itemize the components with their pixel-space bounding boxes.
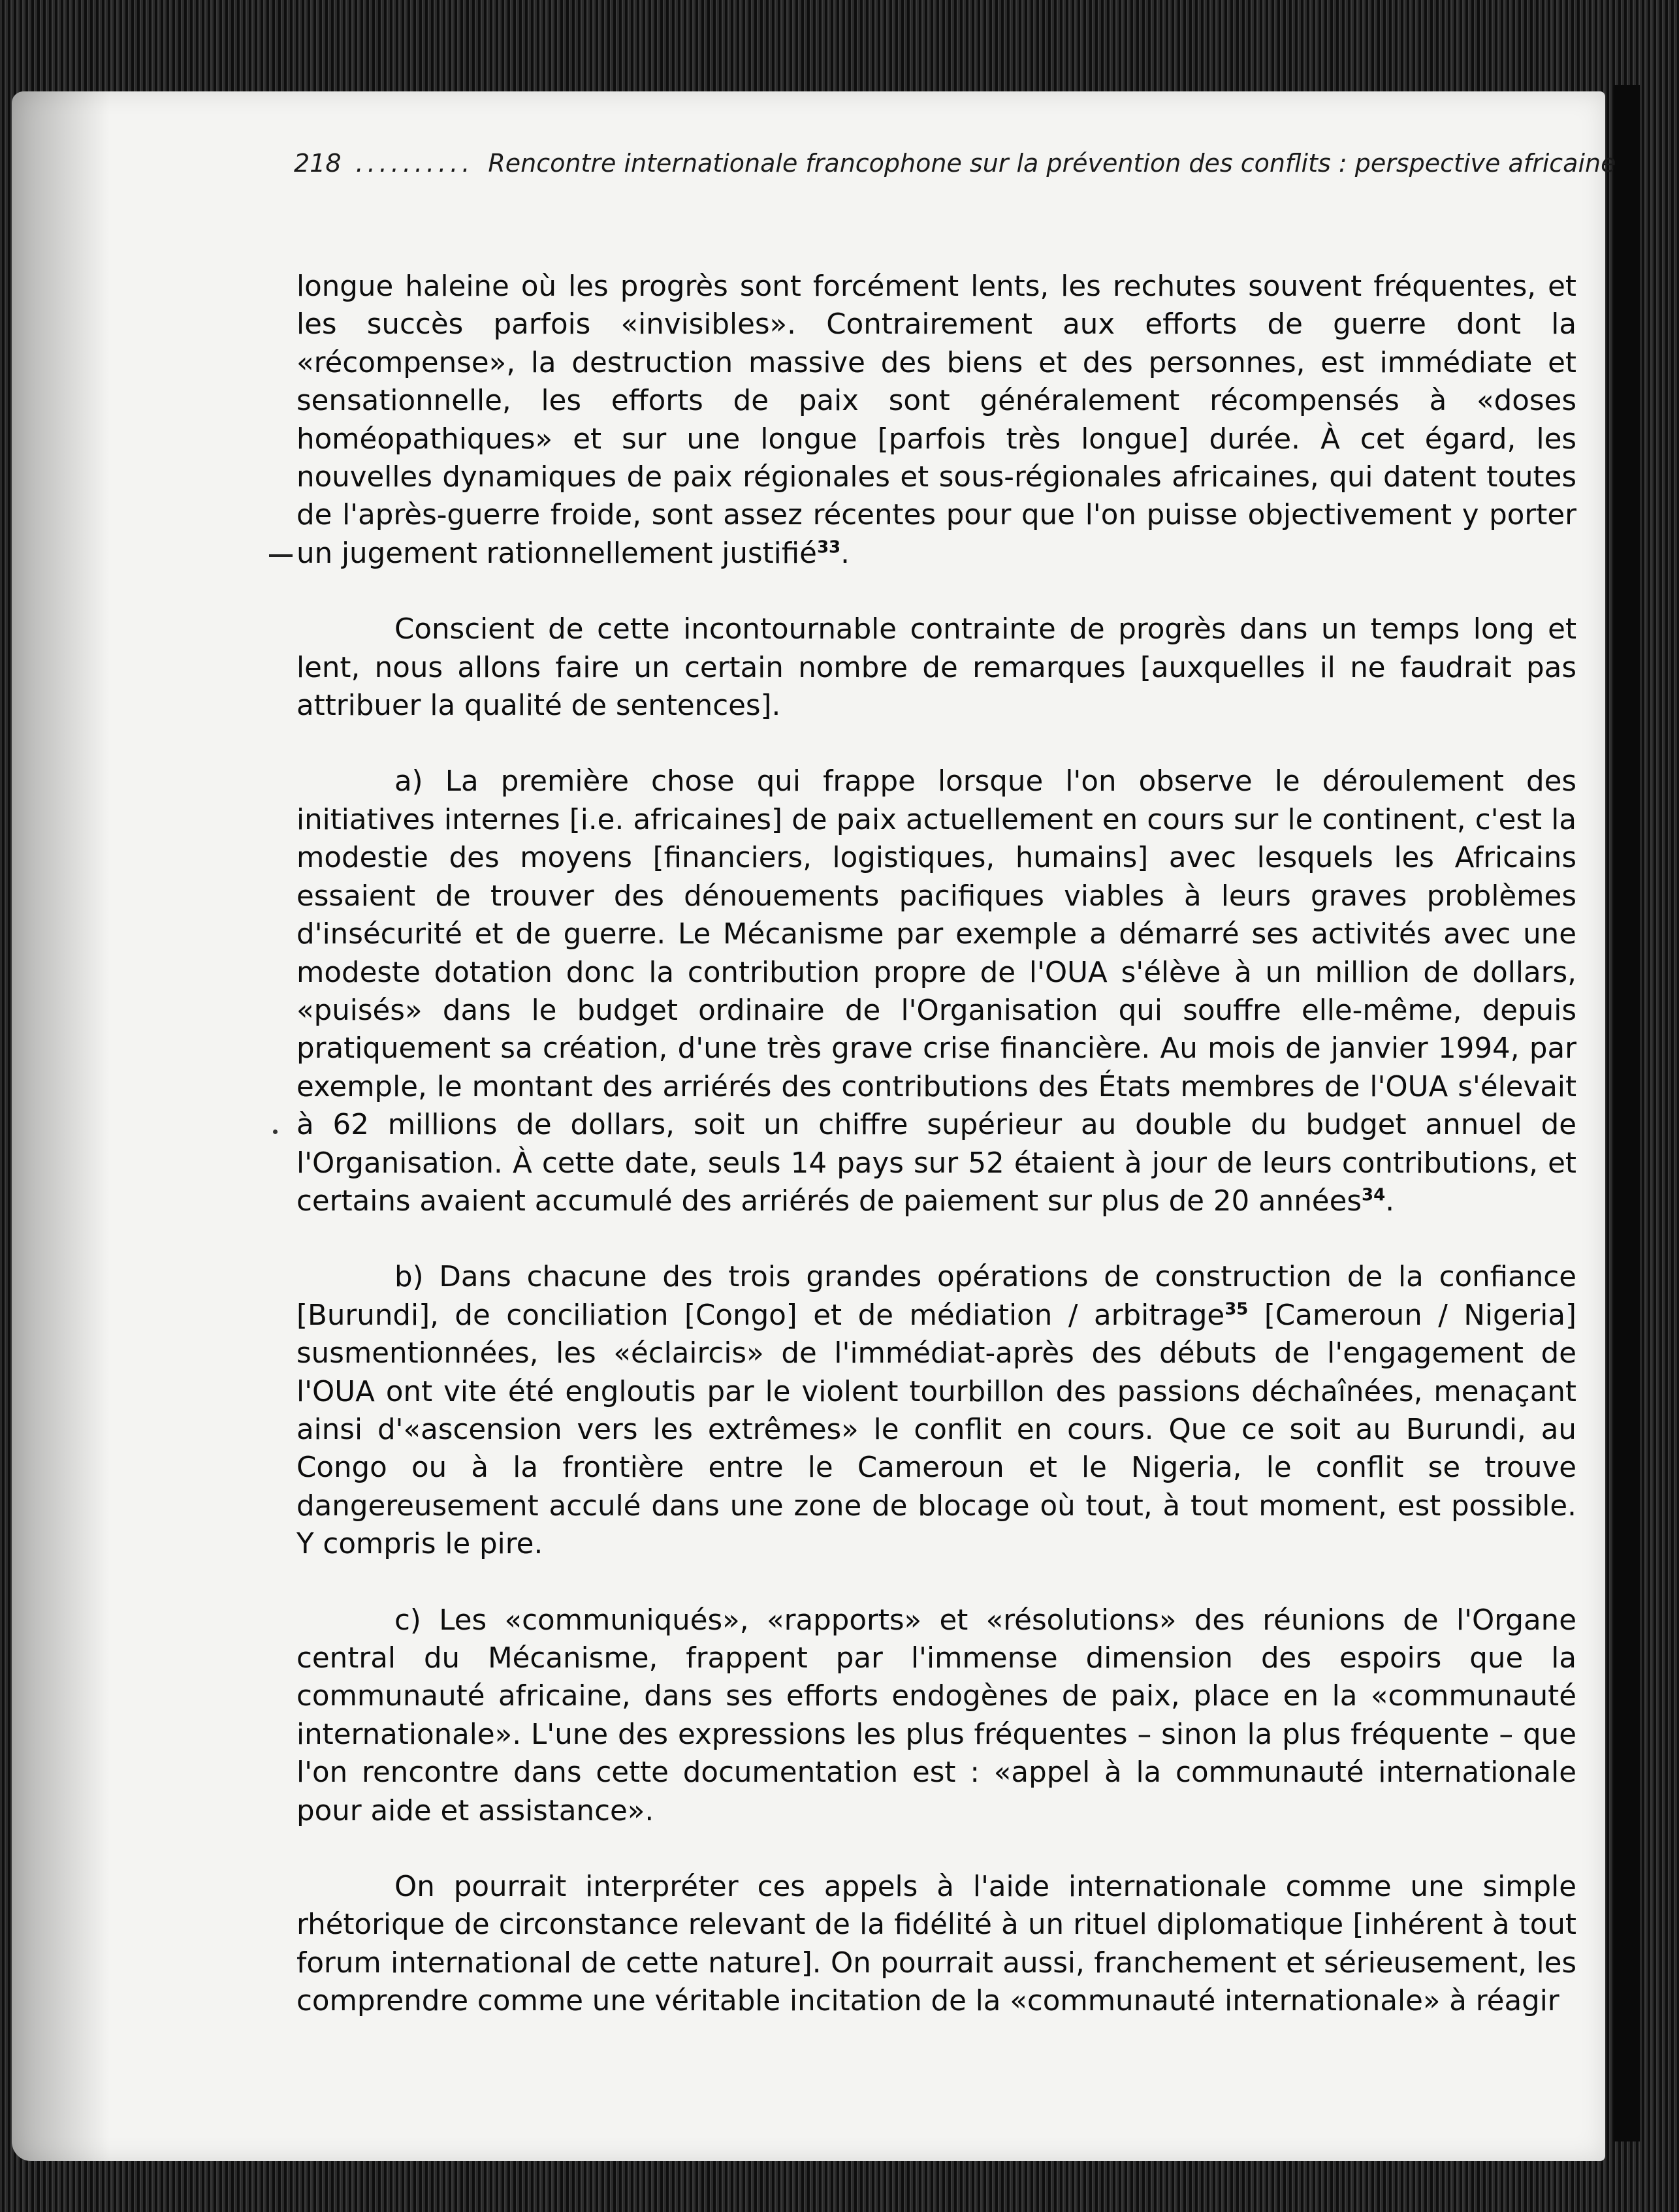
paragraph-text: c) Les «communiqués», «rapports» et «résolutions» des réunions de l'Organe central du Mécanisme, frappent par l'immense dimension des espoirs que la communauté africaine, dans ses efforts endogènes de paix, place en la «communauté internationale». L'une des expressions les plus fréquentes – sinon la plus fréquente – que l'on rencontre dans cette documentation est : «appel à la communauté internationale pour aide et assistance». (296, 1604, 1576, 1827)
paragraph-text: longue haleine où les progrès sont forcément lents, les rechutes souvent fréquentes, et les succès parfois «invisibles». Contrairement aux efforts de guerre dont la «récompense», la destruction massive des biens et des personnes, est immédiate et sensationnelle, les efforts de paix sont généralement récompensés à «doses homéopathiques» et sur une longue [parfois très longue] durée. À cet égard, les nouvelles dynamiques de paix régionales et sous-régionales africaines, qui datent toutes de l'après-guerre froide, sont assez récentes pour que l'on puisse objectivement y porter un jugement rationnellement justifié (296, 270, 1576, 570)
paragraph-c (296, 1602, 1576, 1830)
paragraph-conscient (296, 610, 1576, 725)
footnote-ref-33: 33 (816, 537, 841, 558)
running-header (294, 149, 1616, 178)
paragraph-text-continued: [Cameroun / Nigeria] susmentionnées, les «éclaircis» de l'immédiat-après des débuts de l'engagement de l'OUA ont vite été engloutis par le violent tourbillon des passions déchaînées, menaçant ainsi d'«ascension vers les extrêmes» le conflit en cours. Que ce soit au Burundi, au Congo ou à la frontière entre le Cameroun et le Nigeria, le conflit se trouve dangereusement acculé dans une zone de blocage où tout, à tout moment, est possible. Y compris le pire. (296, 1299, 1576, 1561)
paragraph-text: a) La première chose qui frappe lorsque l'on observe le déroulement des initiatives internes [i.e. africaines] de paix actuellement en cours sur le continent, c'est la modestie des moyens [financiers, logistiques, humains] avec lesquels les Africains essaient de trouver des dénouements pacifiques viables à leurs graves problèmes d'insécurité et de guerre. Le Mécanisme par exemple a démarré ses activités avec une modeste dotation donc la contribution propre de l'OUA s'élève à un million de dollars, «puisés» dans le budget ordinaire de l'Organisation qui souffre elle-même, depuis pratiquement sa création, d'une très grave crise financière. Au mois de janvier 1994, par exemple, le montant des arriérés des contributions des États membres de l'OUA s'élevait à 62 millions de dollars, soit un chiffre supérieur au double du budget annuel de l'Organisation. À cette date, seuls 14 pays sur 52 étaient à jour de leurs contributions, et certains avaient accumulé des arriérés de paiement sur plus de 20 années (296, 765, 1576, 1218)
body-text (296, 268, 1576, 2021)
paragraph-a (296, 763, 1576, 1220)
paragraph-text: b) Dans chacune des trois grandes opérations de construction de la confiance [Burundi], de conciliation [Congo] et de médiation / arbitrage (296, 1261, 1576, 1332)
paragraph-tail: . (1385, 1184, 1395, 1218)
paragraph-b (296, 1258, 1576, 1563)
page-number: 218 (294, 149, 342, 178)
paragraph-tail: . (840, 537, 850, 570)
margin-dot (273, 1130, 278, 1134)
paragraph-continuation (296, 268, 1576, 573)
paragraph-text: On pourrait interpréter ces appels à l'aide internationale comme une simple rhétorique de circonstance relevant de la fidélité à un rituel diplomatique [inhérent à tout forum international de cette nature]. On pourrait aussi, franchement et sérieusement, les comprendre comme une véritable incitation de la «communauté internationale» à réagir (296, 1871, 1576, 2018)
page-gutter-shadow (12, 91, 110, 2161)
book-binding-edge (1614, 85, 1640, 2141)
margin-mark (269, 554, 293, 557)
header-dots: .......... (355, 149, 474, 178)
running-title: Rencontre internationale francophone sur la prévention des conflits : perspective africaine (488, 149, 1616, 178)
paragraph-on-pourrait (296, 1868, 1576, 2021)
footnote-ref-34: 34 (1362, 1185, 1386, 1205)
footnote-ref-35: 35 (1224, 1299, 1249, 1319)
paragraph-text: Conscient de cette incontournable contrainte de progrès dans un temps long et lent, nous allons faire un certain nombre de remarques [auxquelles il ne faudrait pas attribuer la qualité de sentences]. (296, 613, 1576, 723)
